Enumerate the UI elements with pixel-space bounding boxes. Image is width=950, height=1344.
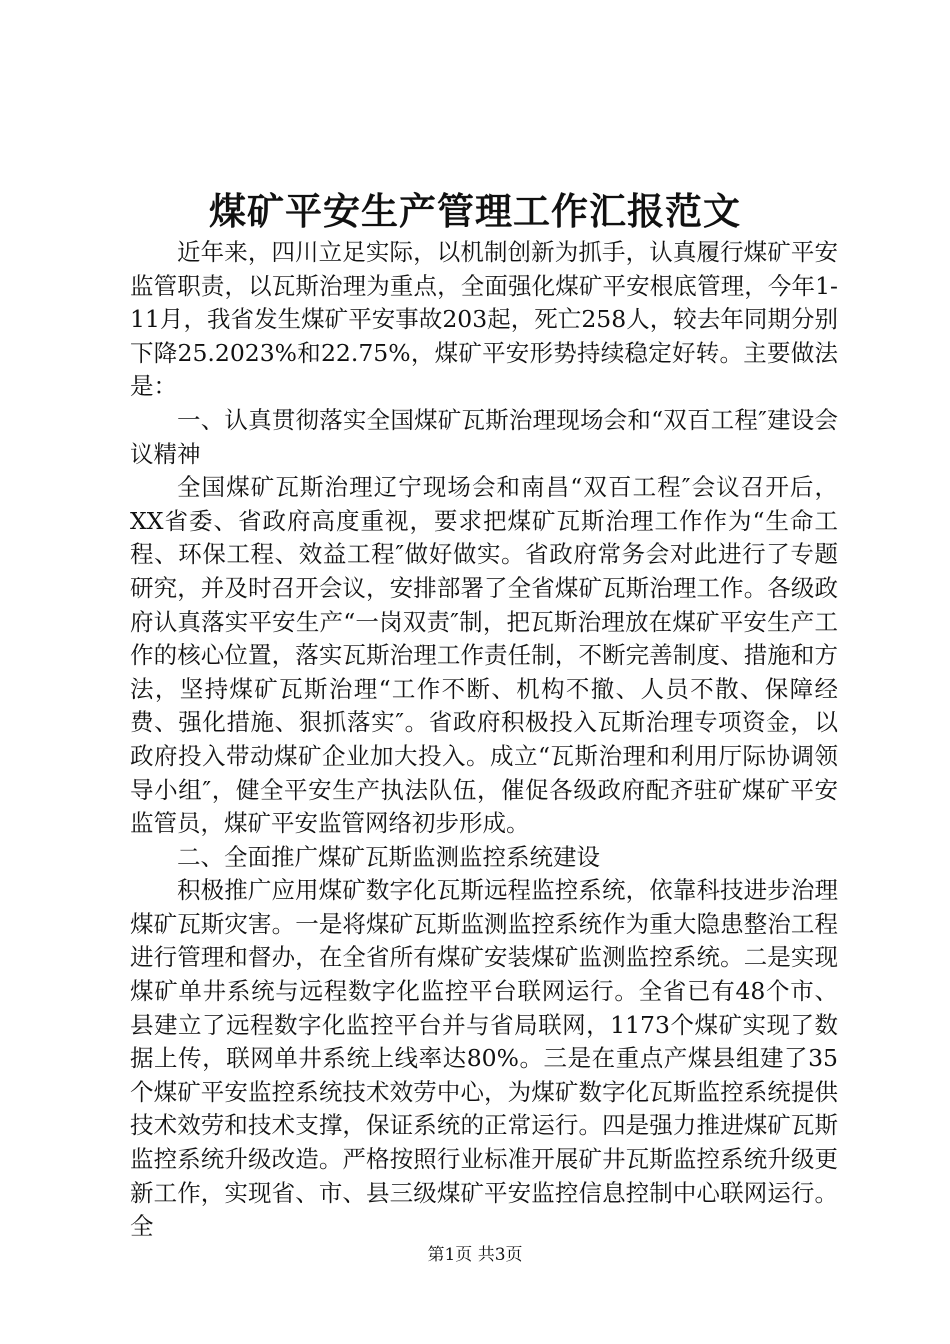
paragraph-section-1: 全国煤矿瓦斯治理辽宁现场会和南昌“双百工程″会议召开后，XX省委、省政府高度重视，要求把煤矿瓦斯治理工作作为“生命工程、环保工程、效益工程″做好做实。省政府常务会对此进行了专题研究，并及时召开会议，安排部署了全省煤矿瓦斯治理工作。各级政府认真落实平安生产“一岗双责″制，把瓦斯治理放在煤矿平安生产工作的核心位置，落实瓦斯治理工作责任制，不断完善制度、措施和方法，坚持煤矿瓦斯治理“工作不断、机构不撤、人员不散、保障经费、强化措施、狠抓落实″。省政府积极投入瓦斯治理专项资金，以政府投入带动煤矿企业加大投入。成立“瓦斯治理和利用厅际协调领导小组″，健全平安生产执法队伍，催促各级政府配齐驻矿煤矿平安监管员，煤矿平安监管网络初步形成。: [130, 473, 838, 838]
section-heading-2: 二、全面推广煤矿瓦斯监测监控系统建设: [177, 842, 600, 871]
document-body: [130, 236, 838, 1244]
document-title: 煤矿平安生产管理工作汇报范文: [209, 189, 741, 233]
page-number-footer: 第1页 共3页: [427, 1245, 523, 1265]
paragraph-section-2: 积极推广应用煤矿数字化瓦斯远程监控系统，依靠科技进步治理煤矿瓦斯灾害。一是将煤矿瓦斯监测监控系统作为重大隐患整治工程进行管理和督办，在全省所有煤矿安装煤矿监测监控系统。二是实现煤矿单井系统与远程数字化监控平台联网运行。全省已有48个市、县建立了远程数字化监控平台并与省局联网，1173个煤矿实现了数据上传，联网单井系统上线率达80%。三是在重点产煤县组建了35个煤矿平安监控系统技术效劳中心，为煤矿数字化瓦斯监控系统提供技术效劳和技术支撑，保证系统的正常运行。四是强力推进煤矿瓦斯监控系统升级改造。严格按照行业标准开展矿井瓦斯监控系统升级更新工作，实现省、市、县三级煤矿平安监控信息控制中心联网运行。全: [130, 876, 838, 1241]
section-heading-1: 一、认真贯彻落实全国煤矿瓦斯治理现场会和“双百工程″建设会议精神: [130, 405, 838, 468]
paragraph-intro: 近年来，四川立足实际，以机制创新为抓手，认真履行煤矿平安监管职责，以瓦斯治理为重点，全面强化煤矿平安根底管理，今年1-11月，我省发生煤矿平安事故203起，死亡258人，较去年同期分别下降25.2023%和22.75%，煤矿平安形势持续稳定好转。主要做法是：: [130, 238, 838, 401]
